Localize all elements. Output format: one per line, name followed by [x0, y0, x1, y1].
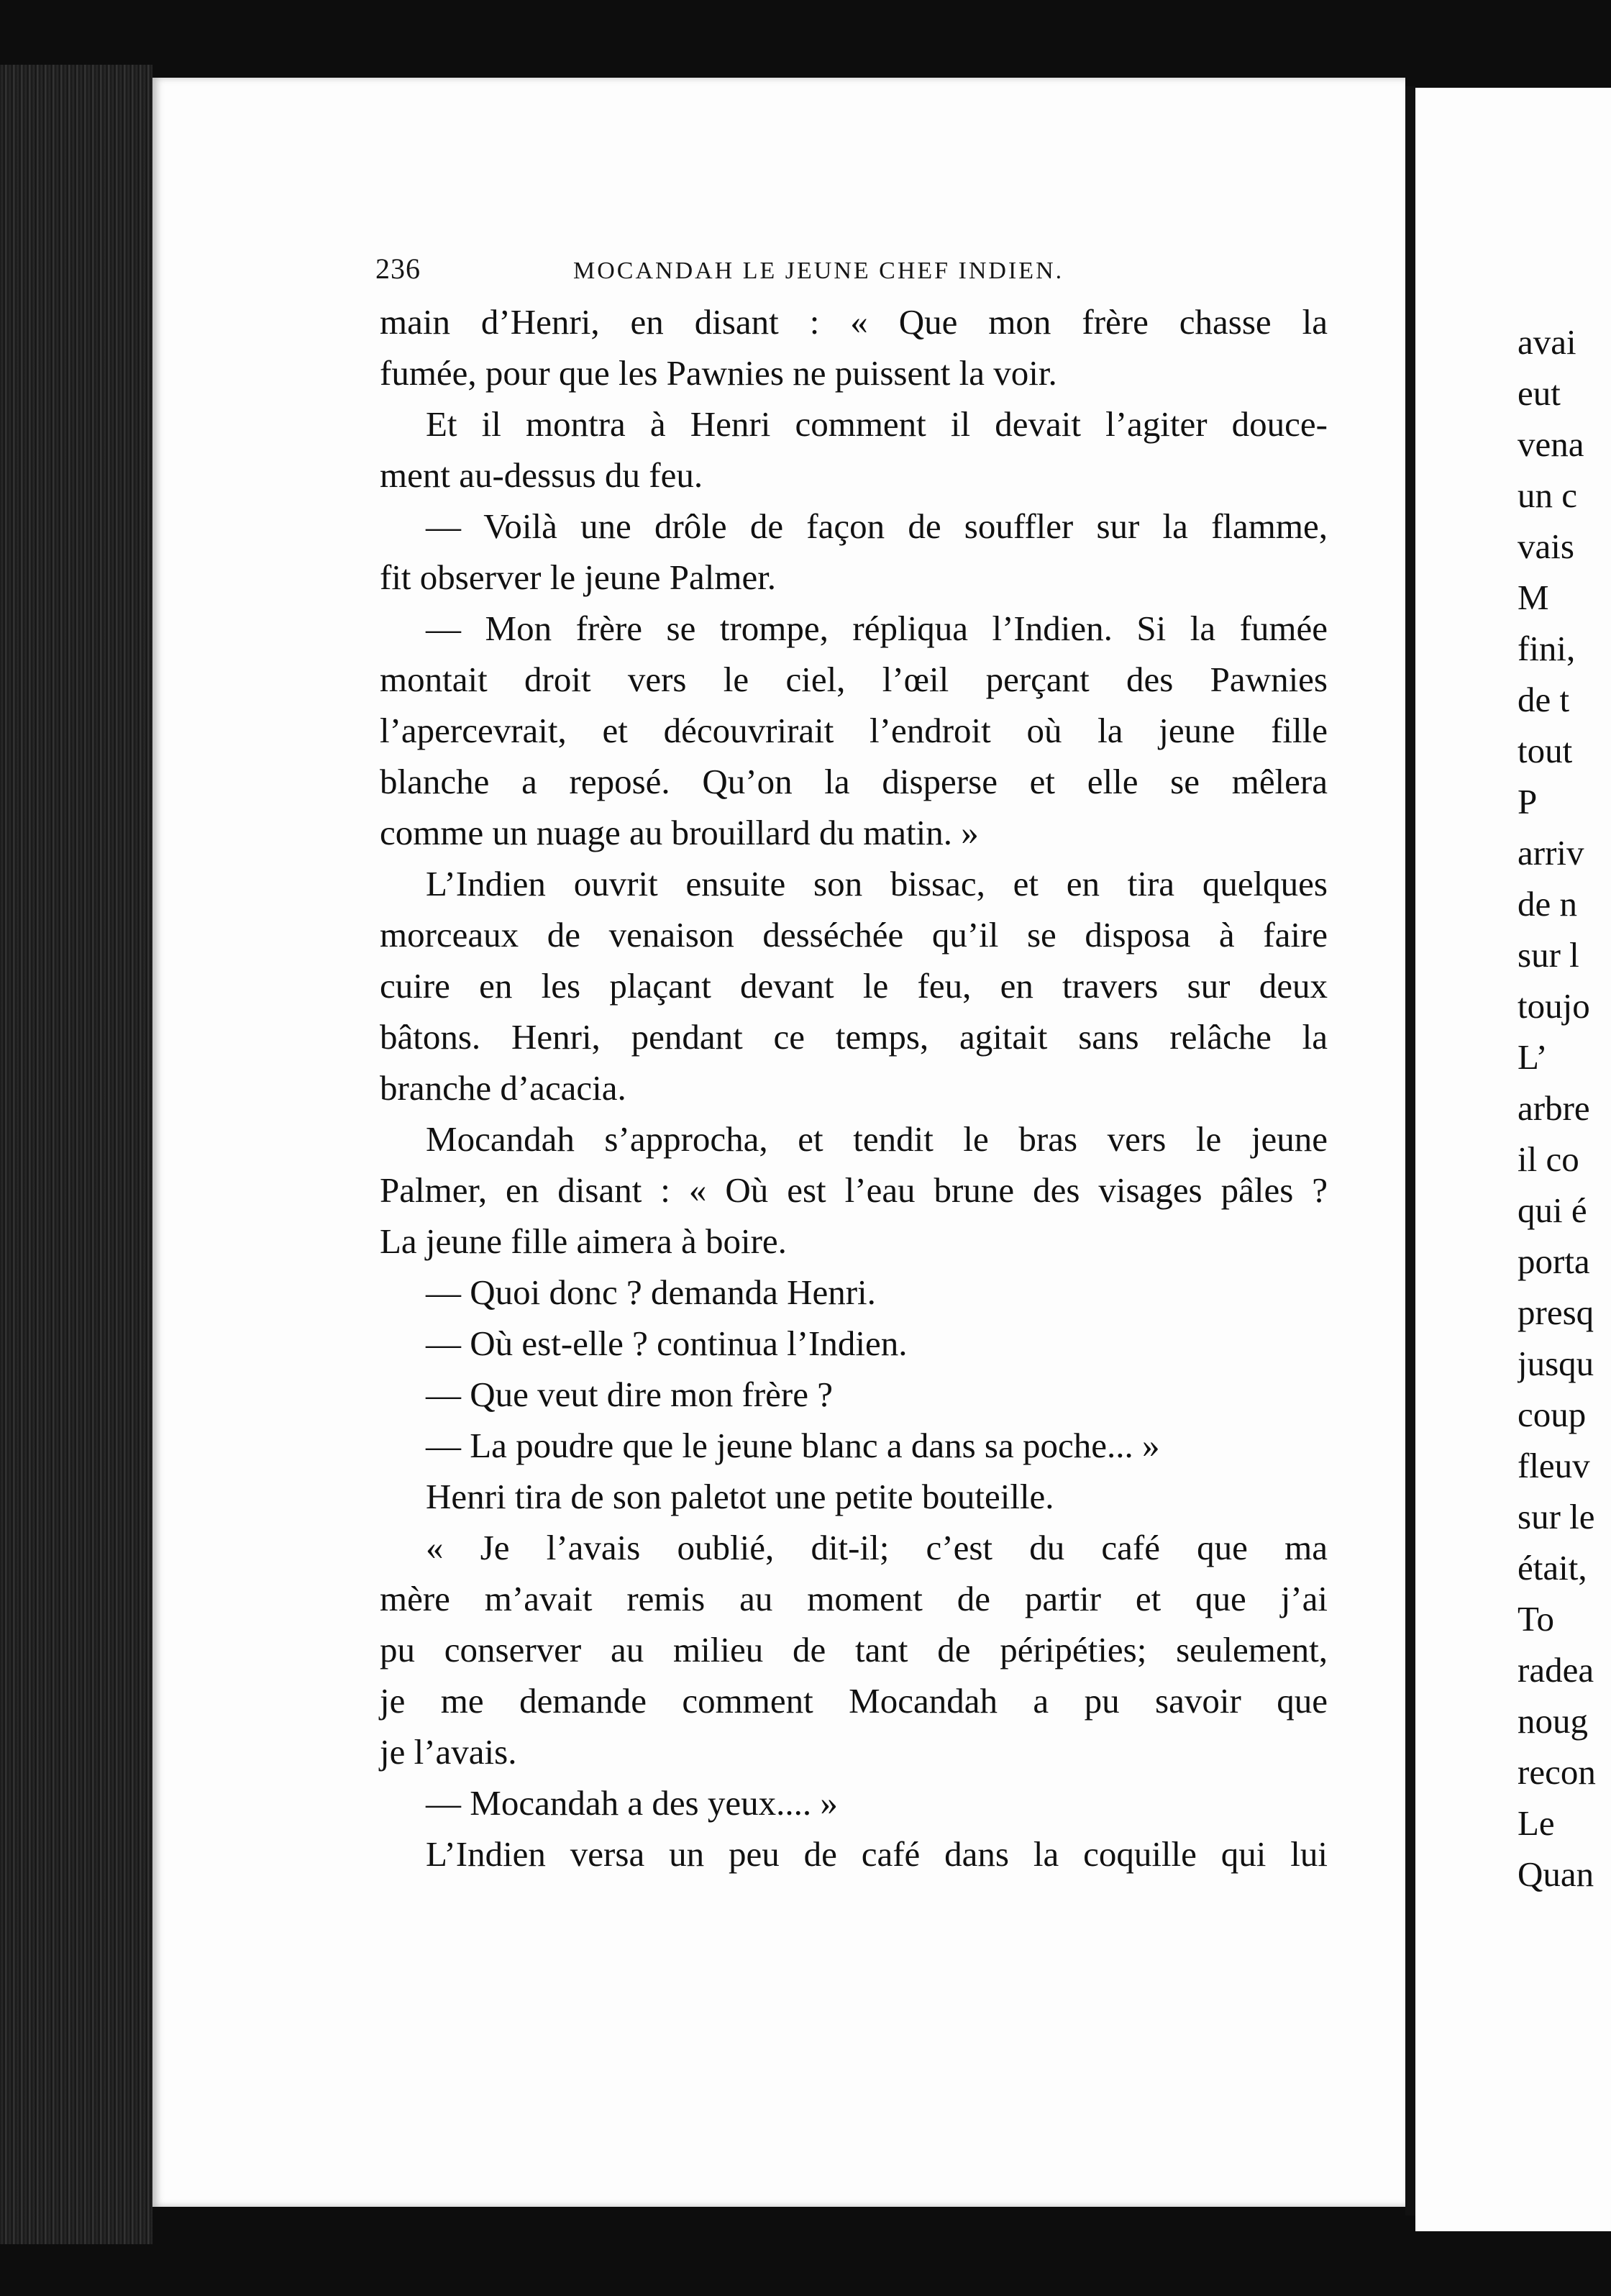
text-line: fumée, pour que les Pawnies ne puissent la voir. [380, 353, 1057, 393]
right-text-line: M [1518, 578, 1549, 617]
right-text-line: de n [1518, 884, 1577, 924]
right-text-line: un c [1518, 475, 1577, 515]
text-line: « Je l’avais oublié, dit-il; c’est du café que ma [426, 1528, 1328, 1567]
right-text-line: arriv [1518, 833, 1584, 873]
text-line: Palmer, en disant : « Où est l’eau brune des visages pâles ? [380, 1170, 1328, 1210]
right-text-line: noug [1518, 1701, 1588, 1741]
text-line: Et il montra à Henri comment il devait l’agiter douce- [426, 404, 1328, 444]
right-text-line: Le [1518, 1803, 1555, 1843]
running-title: MOCANDAH LE JEUNE CHEF INDIEN. [573, 258, 1064, 284]
right-text-line: arbre [1518, 1088, 1590, 1128]
right-text-line: sur le [1518, 1497, 1595, 1536]
text-line: pu conserver au milieu de tant de péripéties; seulement, [380, 1630, 1328, 1669]
right-text-line: vais [1518, 527, 1574, 566]
text-line: main d’Henri, en disant : « Que mon frère chasse la [380, 302, 1328, 342]
right-text-line: eut [1518, 373, 1561, 413]
text-line: l’apercevrait, et découvrirait l’endroit où la jeune fille [380, 711, 1328, 750]
right-page-text [1518, 316, 1611, 1900]
right-text-line: vena [1518, 424, 1584, 464]
page-gutter [1405, 86, 1415, 2215]
text-line: — Que veut dire mon frère ? [426, 1375, 833, 1414]
text-line: — Mocandah a des yeux.... » [426, 1783, 838, 1823]
right-text-line: porta [1518, 1242, 1590, 1281]
right-text-line: de t [1518, 680, 1570, 719]
text-line: — Où est-elle ? continua l’Indien. [426, 1324, 908, 1363]
right-text-line: P [1518, 782, 1538, 821]
text-line: bâtons. Henri, pendant ce temps, agitait sans relâche la [380, 1017, 1328, 1057]
right-text-line: fini, [1518, 629, 1576, 668]
right-text-line: il co [1518, 1139, 1579, 1179]
text-line: je me demande comment Mocandah a pu savoir que [380, 1681, 1328, 1721]
text-line: — Voilà une drôle de façon de souffler sur la flamme, [426, 506, 1328, 546]
text-line: L’Indien versa un peu de café dans la coquille qui lui [426, 1834, 1328, 1874]
right-text-line: qui é [1518, 1190, 1587, 1230]
right-text-line: avai [1518, 322, 1576, 362]
text-line: L’Indien ouvrit ensuite son bissac, et en tira quelques [426, 864, 1328, 903]
text-line: mère m’avait remis au moment de partir et que j’ai [380, 1579, 1328, 1618]
text-line: cuire en les plaçant devant le feu, en travers sur deux [380, 966, 1328, 1006]
text-line: Mocandah s’approcha, et tendit le bras vers le jeune [426, 1119, 1328, 1159]
right-text-line: sur l [1518, 935, 1579, 975]
text-line: je l’avais. [380, 1732, 517, 1772]
text-line: ment au-dessus du feu. [380, 455, 703, 495]
right-text-line: To [1518, 1599, 1555, 1639]
body-text [380, 296, 1328, 1880]
right-text-line: radea [1518, 1650, 1594, 1690]
right-text-line: Quan [1518, 1854, 1594, 1894]
running-head [375, 252, 1332, 286]
right-text-line: jusqu [1518, 1344, 1594, 1383]
text-line: montait droit vers le ciel, l’œil perçant des Pawnies [380, 660, 1328, 699]
text-line: fit observer le jeune Palmer. [380, 557, 777, 597]
text-line: — La poudre que le jeune blanc a dans sa poche... » [426, 1426, 1160, 1465]
text-line: — Quoi donc ? demanda Henri. [426, 1272, 876, 1312]
right-text-line: fleuv [1518, 1446, 1590, 1485]
text-line: Henri tira de son paletot une petite bouteille. [426, 1477, 1054, 1516]
right-text-line: toujo [1518, 986, 1590, 1026]
right-text-line: tout [1518, 731, 1573, 770]
right-text-line: coup [1518, 1395, 1587, 1434]
text-line: blanche a reposé. Qu’on la disperse et elle se mêlera [380, 762, 1328, 801]
text-line: branche d’acacia. [380, 1068, 626, 1108]
text-line: comme un nuage au brouillard du matin. » [380, 813, 979, 852]
right-text-line: L’ [1518, 1037, 1548, 1077]
text-line: — Mon frère se trompe, répliqua l’Indien. Si la fumée [426, 609, 1328, 648]
right-text-line: presq [1518, 1293, 1594, 1332]
text-line: morceaux de venaison desséchée qu’il se disposa à faire [380, 915, 1328, 955]
text-line: La jeune fille aimera à boire. [380, 1221, 787, 1261]
right-text-line: était, [1518, 1548, 1587, 1587]
right-text-line: recon [1518, 1752, 1596, 1792]
page-number: 236 [375, 252, 421, 285]
page-stack-edge [0, 65, 152, 2244]
